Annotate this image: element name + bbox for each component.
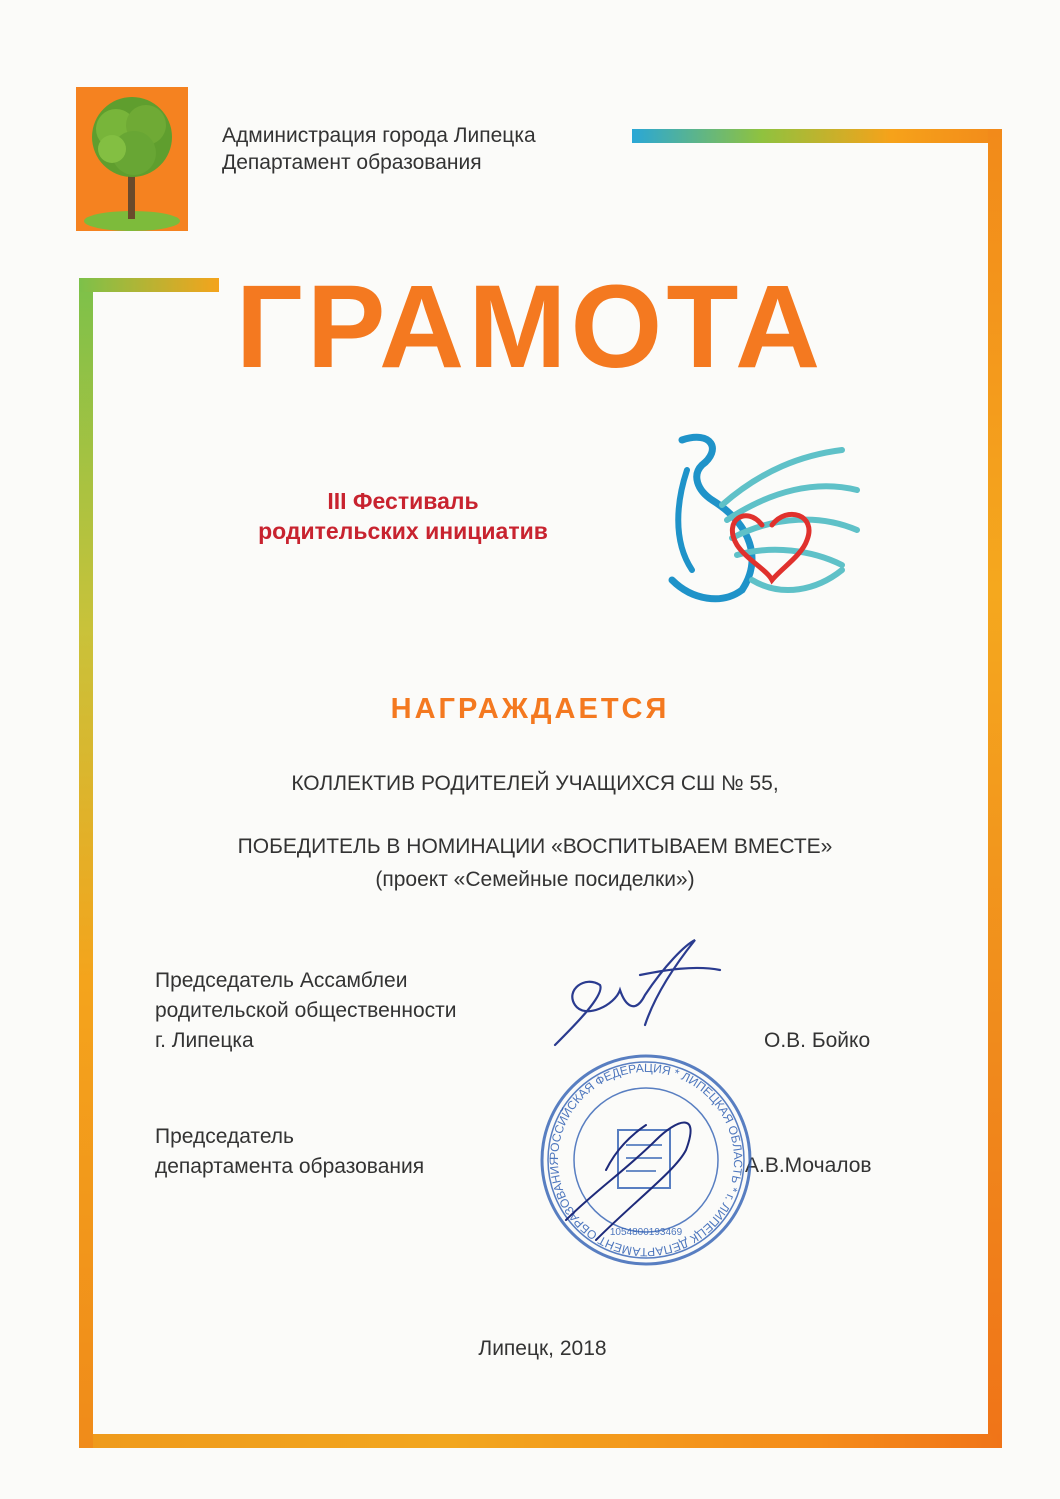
festival-name: [222, 486, 584, 546]
nomination-text: ПОБЕДИТЕЛЬ В НОМИНАЦИИ «ВОСПИТЫВАЕМ ВМЕСТЕ»: [237, 835, 833, 858]
frame-bottom-border: [79, 1434, 1002, 1448]
project-text: (проект «Семейные посиделки»): [375, 868, 695, 891]
place-and-year: Липецк, 2018: [478, 1337, 607, 1360]
department-name: Департамент образования: [222, 151, 482, 174]
signatory-2-title: [155, 1122, 424, 1182]
signatory-1-title-line: Председатель Ассамблеи: [155, 969, 408, 992]
frame-left-border: [79, 278, 93, 1448]
official-seal: [536, 1050, 756, 1270]
handwritten-signature-1: [545, 935, 725, 1055]
organization-name: Администрация города Липецка: [222, 124, 536, 147]
signatory-2-title-line: Председатель: [155, 1125, 294, 1148]
signatory-1-title-line: г. Липецка: [155, 1029, 254, 1052]
festival-line-1: III Фестиваль: [327, 488, 479, 514]
awarded-heading: НАГРАЖДАЕТСЯ: [390, 693, 670, 725]
signatory-1-title: [155, 966, 456, 1056]
festival-line-2: родительских инициатив: [258, 518, 548, 544]
seal-ring-text: РОССИЙСКАЯ ФЕДЕРАЦИЯ * ЛИПЕЦКАЯ ОБЛАСТЬ * г. ЛИПЕЦК ДЕПАРТАМЕНТ ОБРАЗОВАНИЯ: [546, 1060, 746, 1260]
signatory-2-title-line: департамента образования: [155, 1155, 425, 1178]
tree-coat-of-arms-icon: [76, 87, 188, 231]
recipient-text: КОЛЛЕКТИВ РОДИТЕЛЕЙ УЧАЩИХСЯ СШ № 55,: [291, 772, 779, 795]
hands-heart-icon: [652, 430, 872, 610]
frame-top-border: [632, 129, 1002, 143]
signatory-1-title-line: родительской общественности: [155, 999, 457, 1022]
signatory-2-name: А.В.Мочалов: [745, 1154, 872, 1177]
certificate-title: ГРАМОТА: [235, 261, 825, 393]
organization-header: [222, 122, 536, 176]
seal-number: 1054800193469: [609, 1227, 683, 1238]
signatory-1-name: О.В. Бойко: [764, 1029, 871, 1052]
